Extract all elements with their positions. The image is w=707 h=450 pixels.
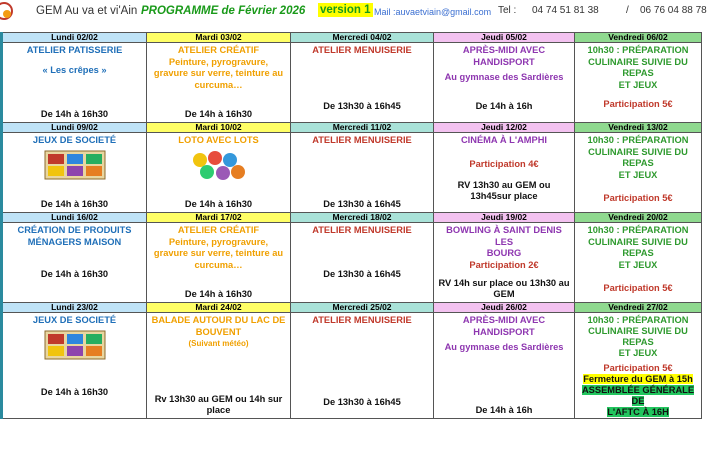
week-4-days [2,303,702,313]
day-header: Vendredi 06/02 [575,33,702,43]
activity-title: CULINAIRE SUIVIE DU REPAS [588,146,688,168]
activity-cell [434,313,575,419]
activity-cell [291,43,434,123]
activity-rv [434,180,574,202]
day-header: Mardi 17/02 [147,213,291,223]
activity-time: De 14h à 16h30 [40,269,109,279]
activity-rv-line: RV 14h sur place ou 13h30 au [438,278,570,288]
activity-title: ATELIER MENUISERIE [312,225,412,235]
activity-cell [147,43,291,123]
activity-title: BOUVENT [195,326,242,337]
activity-cell [575,133,702,213]
phone-separator: / [626,5,629,16]
activity-desc: curcuma… [194,79,243,90]
week-2-activities [2,133,702,213]
activity-time: De 14h à 16h30 [40,387,109,397]
activity-title: LOTO AVEC LOTS [178,135,259,145]
activity-price: Participation 2€ [469,259,539,270]
activity-title: ATELIER CRÉATIF [177,225,260,235]
activity-cell [291,313,434,419]
activity-rv-line: place [206,405,231,415]
activity-time: De 13h30 à 16h45 [323,397,401,407]
activity-title: JEUX DE SOCIETÉ [32,315,117,325]
page-header [0,0,707,30]
activity-desc: Peinture, pyrogravure, [168,56,269,67]
day-header: Vendredi 27/02 [575,303,702,313]
activity-title: CULINAIRE SUIVIE DU REPAS [588,326,688,347]
week-1-activities [2,43,702,123]
day-header: Jeudi 05/02 [434,33,575,43]
activity-cell [434,223,575,303]
activity-rv [434,278,574,300]
activity-title: 10h30 : PRÉPARATION [587,225,689,235]
week-1-days [2,33,702,43]
loto-balls-icon [190,150,248,182]
activity-cell [2,43,147,123]
activity-rv-line: GEM [493,289,515,299]
activity-rv [147,394,290,416]
day-header: Lundi 16/02 [2,213,147,223]
assembly-note: ASSEMBLÉE GÉNÉRALE DE [581,385,695,406]
activity-price: Participation 5€ [603,283,673,293]
activity-title: ET JEUX [618,259,658,270]
activity-title: ET JEUX [618,79,658,90]
activity-time: De 13h30 à 16h45 [323,101,401,111]
phone-1: 04 74 51 81 38 [532,5,599,16]
programme-title: PROGRAMME de Février 2026 [141,5,306,17]
activity-cell [575,313,702,419]
activity-title: 10h30 : PRÉPARATION [587,135,689,145]
activity-title: ATELIER MENUISERIE [312,315,412,325]
activity-price: Participation 5€ [603,363,673,373]
activity-cell [147,313,291,419]
activity-cell [2,313,147,419]
day-header: Mardi 03/02 [147,33,291,43]
day-header: Mardi 10/02 [147,123,291,133]
version-badge: version 1 [320,4,371,16]
day-header: Mercredi 04/02 [291,33,434,43]
day-header: Lundi 09/02 [2,123,147,133]
activity-subtitle: Au gymnase des Sardières [444,342,564,352]
activity-price: Participation 5€ [603,193,673,203]
activity-title: BOURG [486,248,522,258]
activity-cell [291,133,434,213]
activity-title: MÉNAGERS MAISON [27,236,122,247]
schedule-table [0,32,702,419]
day-header: Jeudi 19/02 [434,213,575,223]
activity-time: De 14h à 16h30 [184,109,253,119]
activity-subtitle: Au gymnase des Sardières [444,72,564,82]
activity-title: CRÉATION DE PRODUITS [17,225,132,235]
day-header: Mercredi 25/02 [291,303,434,313]
activity-title: CINÉMA À L'AMPHI [460,135,548,145]
activity-title: BOWLING À SAINT DENIS LES [446,225,562,247]
activity-time: De 14h à 16h [475,101,533,111]
activity-title: ET JEUX [618,348,658,358]
gem-logo-icon [0,0,16,22]
activity-cell [291,223,434,303]
day-header: Lundi 02/02 [2,33,147,43]
activity-title: CULINAIRE SUIVIE DU REPAS [588,56,688,78]
closing-note: Fermeture du GEM à 15h [583,374,693,384]
week-2-days [2,123,702,133]
activity-time: De 14h à 16h [475,405,533,415]
activity-time: De 14h à 16h30 [40,109,109,119]
activity-title: ATELIER MENUISERIE [312,45,412,55]
day-header: Mercredi 18/02 [291,213,434,223]
activity-desc: gravure sur verre, teinture au [153,248,284,258]
activity-price: Participation 4€ [469,158,539,169]
activity-title: HANDISPORT [473,56,535,67]
activity-title: ATELIER PATISSERIE [26,45,123,55]
tel-label: Tel : [498,5,517,16]
activity-title: CULINAIRE SUIVIE DU REPAS [588,236,688,258]
activity-cell [575,43,702,123]
activity-cell [147,133,291,213]
activity-title: ATELIER CRÉATIF [177,45,260,55]
day-header: Mardi 24/02 [147,303,291,313]
activity-desc: Peinture, pyrogravure, [168,236,269,247]
activity-price: Participation 5€ [603,99,673,109]
activity-subtitle: « Les crêpes » [42,64,107,75]
activity-time: De 14h à 16h30 [184,199,253,209]
activity-time: De 14h à 16h30 [184,289,253,299]
board-games-icon [44,330,106,360]
activity-time: De 13h30 à 16h45 [323,199,401,209]
board-games-icon [44,150,106,180]
activity-cell [434,43,575,123]
activity-title: HANDISPORT [473,326,535,337]
day-header: Lundi 23/02 [2,303,147,313]
activity-cell [2,133,147,213]
activity-title: JEUX DE SOCIETÉ [32,135,117,145]
activity-title: ET JEUX [618,169,658,180]
activity-title: ATELIER MENUISERIE [312,135,412,145]
activity-cell [147,223,291,303]
mail-link[interactable]: Mail :auvaetviain@gmail.com [374,7,492,17]
day-header: Vendredi 20/02 [575,213,702,223]
activity-cell [2,223,147,303]
day-header: Vendredi 13/02 [575,123,702,133]
phone-2: 06 76 04 88 78 [640,5,707,16]
activity-desc: curcuma… [194,259,243,270]
activity-rv-line: Rv 13h30 au GEM ou 14h sur [154,394,283,404]
activity-time: De 13h30 à 16h45 [323,269,401,279]
activity-title: APRÈS-MIDI AVEC [462,45,546,55]
day-header: Mercredi 11/02 [291,123,434,133]
activity-desc: gravure sur verre, teinture au [153,68,284,78]
activity-title: APRÈS-MIDI AVEC [462,315,546,325]
week-3-activities [2,223,702,303]
activity-time: De 14h à 16h30 [40,199,109,209]
day-header: Jeudi 12/02 [434,123,575,133]
activity-cell [434,133,575,213]
day-header: Jeudi 26/02 [434,303,575,313]
activity-cell [575,223,702,303]
activity-subtitle: (Suivant météo) [188,339,249,348]
week-3-days [2,213,702,223]
activity-title: 10h30 : PRÉPARATION [587,45,689,55]
activity-rv-line: RV 13h30 au GEM ou [457,180,551,190]
activity-rv-line: 13h45sur place [470,191,538,201]
assembly-note: L'AFTC À 16H [607,407,669,417]
gem-name: GEM Au va et vi'Ain [36,5,138,17]
activity-title: 10h30 : PRÉPARATION [587,315,689,325]
activity-title: BALADE AUTOUR DU LAC DE [151,315,286,325]
week-4-activities [2,313,702,419]
